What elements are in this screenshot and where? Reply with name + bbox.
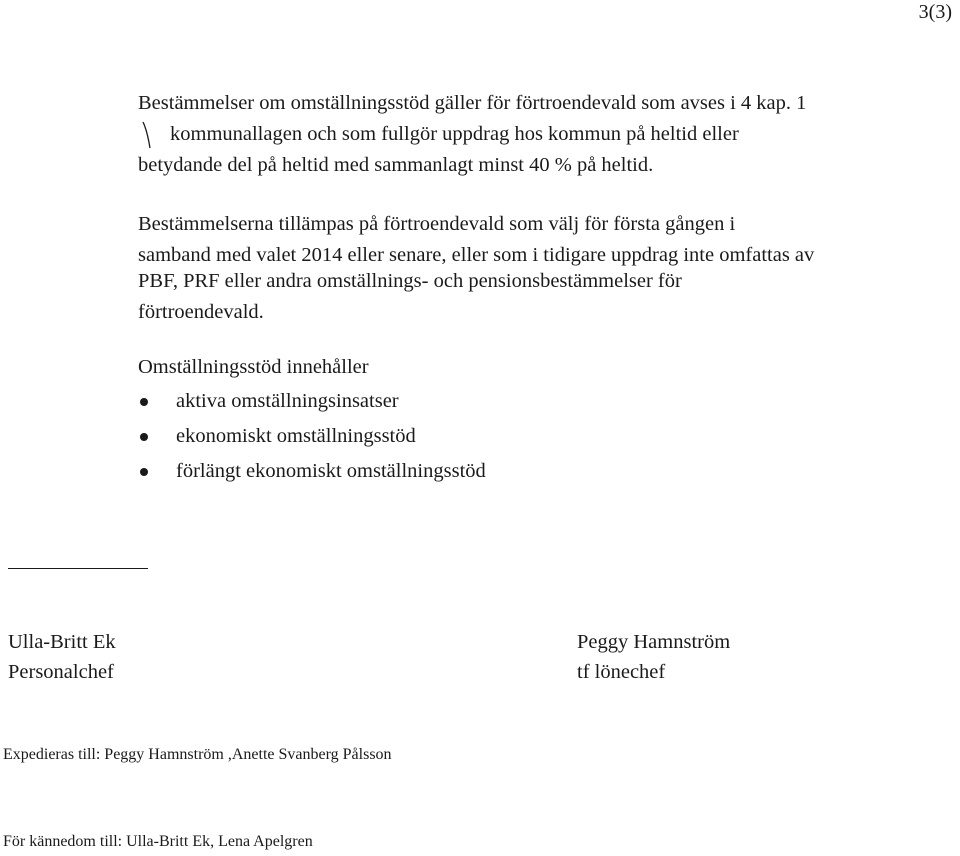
divider-line bbox=[8, 568, 148, 569]
paragraph-line: betydande del på heltid med sammanlagt minst 40 % på heltid. bbox=[138, 154, 654, 176]
bullet-icon bbox=[140, 468, 148, 476]
signer-title: Personalchef bbox=[8, 661, 114, 683]
list-item-label: förlängt ekonomiskt omställningsstöd bbox=[176, 460, 486, 482]
paragraph-line: Bestämmelser om omställningsstöd gäller för förtroendevald som avses i 4 kap. 1 bbox=[138, 92, 807, 114]
distribution-sent-to: Expedieras till: Peggy Hamnström ,Anette Svanberg Pålsson bbox=[3, 746, 392, 763]
list-item bbox=[138, 384, 486, 419]
signer-name: Peggy Hamnström bbox=[577, 631, 731, 653]
signer-title: tf lönechef bbox=[577, 661, 666, 683]
list-heading: Omställningsstöd innehåller bbox=[138, 356, 369, 378]
signer-name: Ulla-Britt Ek bbox=[8, 631, 116, 653]
paragraph-line: PBF, PRF eller andra omställnings- och pensionsbestämmelser för bbox=[138, 270, 682, 292]
bullet-icon bbox=[140, 398, 148, 406]
list-item bbox=[138, 454, 486, 489]
paragraph-line: Bestämmelserna tillämpas på förtroendevald som välj för första gången i bbox=[138, 213, 736, 235]
paragraph-line: samband med valet 2014 eller senare, eller som i tidigare uppdrag inte omfattas av bbox=[138, 244, 815, 266]
distribution-for-info: För kännedom till: Ulla-Britt Ek, Lena Apelgren bbox=[3, 833, 313, 850]
paragraph-line: kommunallagen och som fullgör uppdrag hos kommun på heltid eller bbox=[170, 123, 739, 145]
list-item-label: aktiva omställningsinsatser bbox=[176, 390, 399, 412]
support-list bbox=[138, 384, 486, 489]
list-item bbox=[138, 419, 486, 454]
paragraph-line: förtroendevald. bbox=[138, 301, 264, 323]
list-item-label: ekonomiskt omställningsstöd bbox=[176, 425, 416, 447]
bullet-icon bbox=[140, 433, 148, 441]
page-number: 3(3) bbox=[918, 1, 952, 23]
margin-mark bbox=[142, 120, 151, 150]
